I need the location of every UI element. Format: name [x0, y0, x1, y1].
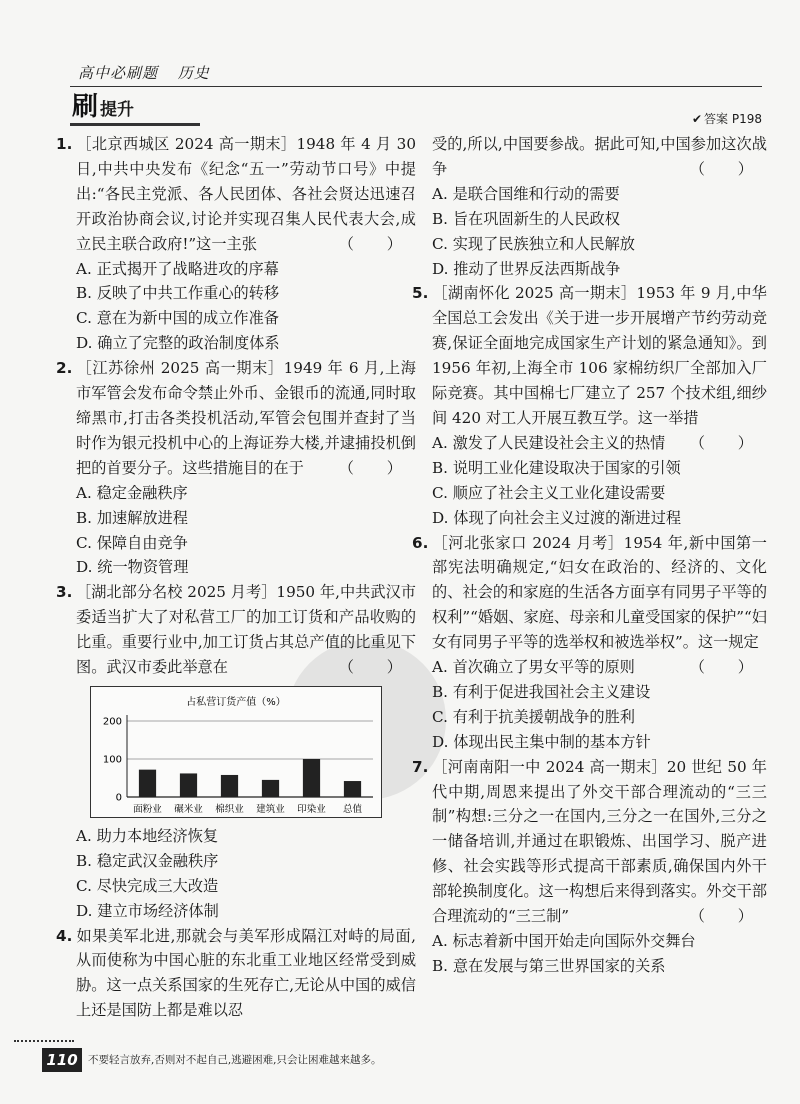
question-stem: ［江苏徐州 2025 高一期末］1949 年 6 月,上海市军管会发布命令禁止外币、金银币的流通,同时取缔黑市,打击各类投机活动,军管会包围并查封了当时作为银元投机中心的上海证券大楼,并逮捕投机倒把的首要分子。这些措施目的在于 [76, 359, 416, 477]
right-column [412, 132, 767, 979]
left-column [56, 132, 416, 1023]
question-number: 5. [412, 284, 429, 303]
answer-blank: （ ） [689, 907, 767, 926]
question-1 [56, 132, 416, 356]
option-c: C. 顺应了社会主义工业化建设需要 [432, 483, 666, 502]
bar [262, 780, 279, 797]
option-c: C. 实现了民族独立和人民解放 [432, 234, 635, 253]
answer-blank: （ ） [689, 658, 767, 677]
option-c: C. 意在为新中国的成立作准备 [76, 309, 279, 328]
chart-title: 占私营订货产值（%） [186, 696, 286, 708]
option-a: A. 首次确立了男女平等的原则 [432, 658, 635, 677]
question-stem: 如果美军北进,那就会与美军形成隔江对峙的局面,从而使称为中国心脏的东北重工业地区经常受到威胁。这一点关系国家的生死存亡,无论从中国的威信上还是国防上都是难以忍 [76, 926, 416, 1020]
option-b: B. 有利于促进我国社会主义建设 [432, 682, 651, 701]
question-stem: ［北京西城区 2024 高一期末］1948 年 4 月 30 日,中共中央发布《纪念“五一”劳动节口号》中提出:“各民主党派、各人民团体、各社会贤达迅速召开政治协商会议,讨论并实现召集人民代表大会,成立民主联合政府!”这一主张 [76, 135, 416, 253]
bar [180, 773, 197, 797]
option-c: C. 有利于抗美援朝战争的胜利 [432, 707, 635, 726]
answer-reference [692, 110, 762, 127]
footer-motto: 不要轻言放弃,否则对不起自己,逃避困难,只会让困难越来越多。 [88, 1054, 382, 1066]
page-header [78, 62, 224, 83]
question-6 [412, 531, 767, 755]
y-tick-label: 100 [102, 754, 122, 766]
bar [303, 759, 320, 797]
option-b: B. 稳定武汉金融秩序 [76, 851, 219, 870]
x-tick-label: 建筑业 [256, 803, 285, 815]
y-tick-label: 200 [102, 716, 122, 728]
question-7 [412, 755, 767, 979]
question-number: 6. [412, 533, 429, 552]
question-stem: ［河南南阳一中 2024 高一期末］20 世纪 50 年代中期,周恩来提出了外交干部合理流动的“三三制”构想:三分之一在国内,三分之一在国外,三分之一储备培训,并通过在职锻炼、出国学习、脱产进修、社会实践等形式提高干部素质,确保国内外干部轮换制度化。这一构想后来得到落实。外交干部合理流动的“三三制” [432, 757, 767, 926]
option-b: B. 加速解放进程 [76, 508, 188, 527]
question-number: 1. [56, 135, 73, 153]
option-d: D. 统一物资管理 [76, 558, 189, 577]
question-stem: ［河北张家口 2024 月考］1954 年,新中国第一部宪法明确规定,“妇女在政治的、经济的、文化的、社会的和家庭的生活各方面享有同男子平等的权利”“婚姻、家庭、母亲和儿童受国家的保护”“妇女有同男子平等的选举权和被选举权”。这一规定 [432, 533, 767, 652]
question-number: 7. [412, 757, 429, 776]
x-tick-label: 总值 [342, 803, 363, 815]
section-logo-char: 刷 [72, 92, 99, 122]
header-rule [70, 86, 762, 87]
option-b: B. 反映了中共工作重心的转移 [76, 284, 280, 303]
option-b: B. 意在发展与第三世界国家的关系 [432, 956, 666, 975]
option-d: D. 体现了向社会主义过渡的渐进过程 [432, 508, 682, 527]
x-tick-label: 碾米业 [174, 803, 203, 815]
subject-title: 历史 [177, 64, 210, 82]
bar-chart [90, 686, 382, 818]
question-5 [412, 281, 767, 530]
option-c: C. 尽快完成三大改造 [76, 876, 219, 895]
option-a: A. 稳定金融秩序 [76, 483, 188, 502]
question-stem: ［湖北部分名校 2025 月考］1950 年,中共武汉市委适当扩大了对私营工厂的加工订货和产品收购的比重。重要行业中,加工订货占其总产值的比重见下图。武汉市委此举意在 [76, 583, 416, 677]
question-3 [56, 580, 416, 923]
answer-blank: （ ） [338, 658, 416, 677]
option-b: B. 说明工业化建设取决于国家的引领 [432, 458, 681, 477]
x-tick-label: 棉织业 [215, 803, 244, 815]
bar [344, 781, 361, 797]
bar [139, 770, 156, 797]
x-tick-label: 面粉业 [133, 803, 162, 815]
option-a: A. 激发了人民建设社会主义的热情 [432, 433, 666, 452]
answer-blank: （ ） [338, 458, 416, 477]
question-number: 2. [56, 359, 73, 378]
option-a: A. 是联合国维和行动的需要 [432, 184, 620, 203]
option-c: C. 保障自由竞争 [76, 533, 188, 552]
y-tick-label: 0 [115, 792, 122, 804]
option-a: A. 正式揭开了战略进攻的序幕 [76, 259, 279, 278]
answer-blank: （ ） [338, 234, 416, 253]
option-d: D. 建立市场经济体制 [76, 901, 219, 920]
question-stem-continued: 受的,所以,中国要参战。据此可知,中国参加这次战争 [432, 135, 767, 178]
check-icon: ✔ [691, 112, 703, 126]
option-a: A. 助力本地经济恢复 [76, 826, 219, 845]
option-d: D. 推动了世界反法西斯战争 [432, 259, 621, 278]
question-number: 3. [56, 583, 73, 602]
option-d: D. 体现出民主集中制的基本方针 [432, 732, 651, 751]
x-tick-label: 印染业 [297, 803, 326, 815]
answer-text: 答案 P198 [704, 112, 762, 126]
question-2 [56, 356, 416, 580]
bar-chart-svg [91, 687, 381, 817]
section-underline [70, 123, 200, 126]
option-a: A. 标志着新中国开始走向国际外交舞台 [432, 932, 696, 950]
question-4 [56, 924, 416, 1024]
option-b: B. 旨在巩固新生的人民政权 [432, 209, 620, 228]
section-logo [72, 94, 134, 120]
bar [221, 775, 238, 797]
option-d: D. 确立了完整的政治制度体系 [76, 334, 280, 353]
question-stem: ［湖南怀化 2025 高一期末］1953 年 9 月,中华全国总工会发出《关于进一步开展增产节约劳动竞赛,保证全面地完成国家生产计划的紧急通知》。到 1956 年初,上海全市 106 家棉纺织厂全部加入厂际竞赛。其中国棉七厂建立了 257 个技术组,细纱间 420 对工人开展互教互学。这一举措 [432, 284, 767, 427]
answer-blank: （ ） [689, 433, 767, 452]
question-number: 4. [56, 926, 73, 945]
page-number: 110 [42, 1048, 82, 1072]
answer-blank: （ ） [689, 159, 767, 178]
section-title: 提升 [100, 100, 135, 120]
book-title: 高中必刷题 [78, 64, 159, 82]
question-4-continued [432, 132, 767, 281]
footer-dots [14, 1040, 74, 1042]
